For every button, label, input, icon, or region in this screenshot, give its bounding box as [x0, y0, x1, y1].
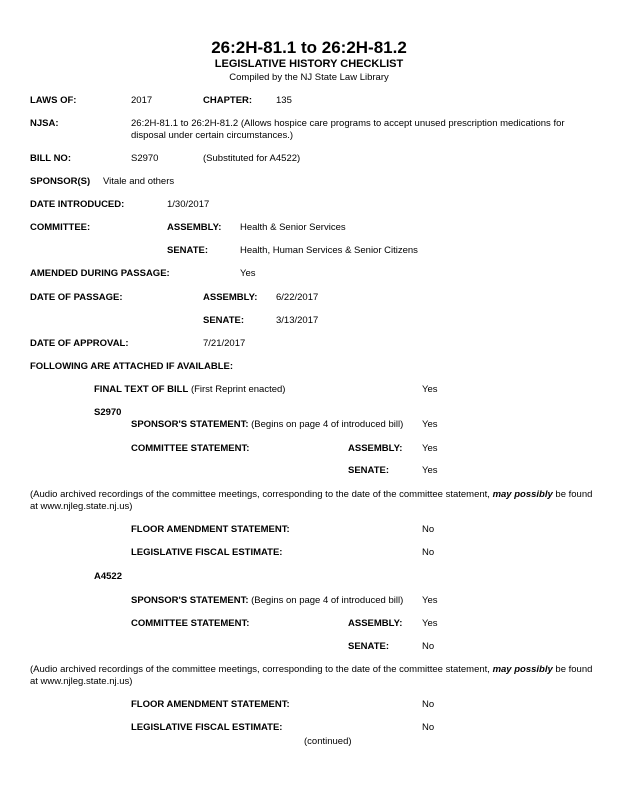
- committee-senate-label: SENATE:: [167, 245, 208, 256]
- sponsor-statement-value: Yes: [422, 419, 438, 430]
- date-introduced-value: 1/30/2017: [167, 199, 210, 210]
- committee-statement-assembly-label: ASSEMBLY:: [348, 443, 403, 454]
- committee-statement-assembly-value: Yes: [422, 443, 438, 454]
- laws-of-value: 2017: [131, 95, 153, 106]
- fiscal-estimate-label: LEGISLATIVE FISCAL ESTIMATE:: [131, 722, 283, 733]
- audio-note-text: (Audio archived recordings of the committee meetings, corresponding to the date of the committee statement,: [30, 489, 490, 500]
- committee-label: COMMITTEE:: [30, 222, 91, 233]
- page-title: 26:2H-81.1 to 26:2H-81.2: [211, 38, 407, 57]
- final-text-note: (First Reprint enacted): [190, 384, 286, 395]
- committee-statement-label: COMMITTEE STATEMENT:: [131, 618, 250, 629]
- passage-senate-value: 3/13/2017: [276, 315, 319, 326]
- passage-assembly-value: 6/22/2017: [276, 292, 319, 303]
- amended-value: Yes: [240, 268, 256, 279]
- sponsor-statement-note: (Begins on page 4 of introduced bill): [251, 595, 404, 606]
- bill-id: S2970: [94, 407, 122, 418]
- floor-amendment-value: No: [422, 524, 435, 535]
- floor-amendment-value: No: [422, 699, 435, 710]
- committee-statement-senate-value: No: [422, 641, 435, 652]
- date-of-passage-label: DATE OF PASSAGE:: [30, 292, 123, 303]
- committee-statement-senate-label: SENATE:: [348, 465, 389, 476]
- audio-note: [30, 489, 600, 513]
- bill-no-note: (Substituted for A4522): [203, 153, 301, 164]
- sponsor-statement-label: SPONSOR'S STATEMENT:: [131, 595, 249, 606]
- chapter-value: 135: [276, 95, 292, 106]
- attached-heading: FOLLOWING ARE ATTACHED IF AVAILABLE:: [30, 361, 233, 372]
- date-introduced-label: DATE INTRODUCED:: [30, 199, 125, 210]
- audio-note-link-text: be found at www.njleg.state.nj.us): [30, 664, 593, 687]
- floor-amendment-label: FLOOR AMENDMENT STATEMENT:: [131, 699, 290, 710]
- committee-statement-senate-value: Yes: [422, 465, 438, 476]
- date-of-approval-value: 7/21/2017: [203, 338, 246, 349]
- bill-no-value: S2970: [131, 153, 159, 164]
- laws-of-label: LAWS OF:: [30, 95, 77, 106]
- fiscal-estimate-label: LEGISLATIVE FISCAL ESTIMATE:: [131, 547, 283, 558]
- floor-amendment-label: FLOOR AMENDMENT STATEMENT:: [131, 524, 290, 535]
- committee-senate-value: Health, Human Services & Senior Citizens: [240, 245, 418, 256]
- committee-statement-senate-label: SENATE:: [348, 641, 389, 652]
- sponsors-value: Vitale and others: [103, 176, 175, 187]
- fiscal-estimate-value: No: [422, 547, 435, 558]
- audio-note-emphasis: may possibly: [492, 664, 553, 675]
- bill-id: A4522: [94, 571, 122, 582]
- sponsor-statement-note: (Begins on page 4 of introduced bill): [251, 419, 404, 430]
- fiscal-estimate-value: No: [422, 722, 435, 733]
- page-subtitle: LEGISLATIVE HISTORY CHECKLIST: [214, 58, 404, 70]
- committee-statement-assembly-value: Yes: [422, 618, 438, 629]
- sponsors-label: SPONSOR(S): [30, 176, 91, 187]
- sponsor-statement-row: [131, 595, 403, 607]
- amended-label: AMENDED DURING PASSAGE:: [30, 268, 170, 279]
- njsa-label: NJSA:: [30, 118, 59, 129]
- audio-note-link-text: be found at www.njleg.state.nj.us): [30, 489, 593, 512]
- sponsor-statement-row: [131, 419, 403, 431]
- final-text-value: Yes: [422, 384, 438, 395]
- passage-assembly-label: ASSEMBLY:: [203, 292, 258, 303]
- passage-senate-label: SENATE:: [203, 315, 244, 326]
- chapter-label: CHAPTER:: [203, 95, 253, 106]
- compiled-by: Compiled by the NJ State Law Library: [229, 72, 389, 83]
- final-text-row: [94, 384, 285, 396]
- committee-statement-label: COMMITTEE STATEMENT:: [131, 443, 250, 454]
- date-of-approval-label: DATE OF APPROVAL:: [30, 338, 129, 349]
- njsa-value: 26:2H-81.1 to 26:2H-81.2 (Allows hospice care programs to accept unused prescription medications for disposal under certain circumstances.): [131, 118, 565, 141]
- audio-note-emphasis: may possibly: [492, 489, 553, 500]
- committee-statement-assembly-label: ASSEMBLY:: [348, 618, 403, 629]
- sponsor-statement-label: SPONSOR'S STATEMENT:: [131, 419, 249, 430]
- audio-note-text: (Audio archived recordings of the committee meetings, corresponding to the date of the committee statement,: [30, 664, 490, 675]
- bill-no-label: BILL NO:: [30, 153, 71, 164]
- committee-assembly-value: Health & Senior Services: [240, 222, 346, 233]
- continued-note: (continued): [304, 736, 352, 747]
- final-text-label: FINAL TEXT OF BILL: [94, 384, 189, 395]
- audio-note: [30, 664, 600, 688]
- sponsor-statement-value: Yes: [422, 595, 438, 606]
- committee-assembly-label: ASSEMBLY:: [167, 222, 222, 233]
